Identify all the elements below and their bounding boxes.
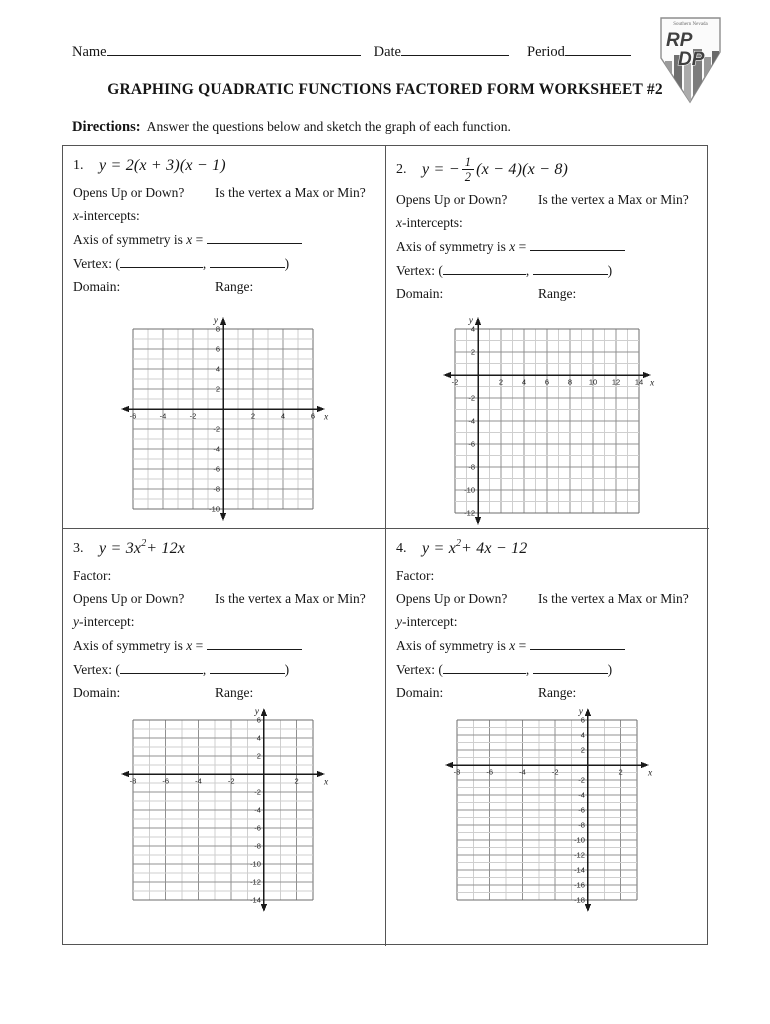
svg-text:-8: -8: [467, 462, 475, 472]
svg-text:-12: -12: [250, 877, 261, 887]
directions-label: Directions:: [72, 119, 141, 135]
svg-text:-8: -8: [577, 820, 585, 830]
problem-1-cell: [63, 146, 386, 529]
vertex-comma: ,: [202, 662, 207, 677]
problem-3-equation: [73, 538, 377, 560]
svg-text:-10: -10: [463, 485, 475, 495]
domain-label: Domain:: [396, 286, 444, 301]
problems-table: [62, 145, 708, 945]
range-label: Range:: [215, 279, 254, 294]
logo-letters-rp: RP: [666, 30, 693, 51]
problem-4-cell: [386, 529, 709, 946]
svg-text:6: 6: [580, 715, 585, 725]
svg-text:-6: -6: [129, 411, 137, 421]
svg-text:10: 10: [588, 377, 597, 387]
svg-text:-4: -4: [577, 790, 585, 800]
vertex-comma: ,: [525, 662, 530, 677]
factor-label: Factor:: [396, 568, 435, 583]
maxmin-question: Is the vertex a Max or Min?: [538, 192, 689, 207]
svg-text:2: 2: [294, 776, 299, 786]
equation-base: y = x: [422, 540, 456, 557]
equation-exponent: 2: [456, 537, 461, 549]
svg-text:8: 8: [567, 377, 572, 387]
opens-question: Opens Up or Down?: [73, 185, 185, 200]
equation-fraction: [462, 155, 474, 184]
axis-blank[interactable]: [530, 237, 625, 251]
svg-text:-10: -10: [209, 504, 220, 514]
svg-text:2: 2: [580, 745, 585, 755]
domain-label: Domain:: [73, 279, 121, 294]
svg-text:-14: -14: [250, 895, 261, 905]
svg-text:y: y: [578, 707, 583, 717]
svg-text:x: x: [324, 777, 329, 788]
svg-text:6: 6: [544, 377, 549, 387]
rpdp-nevada-logo: [659, 15, 723, 105]
svg-text:2: 2: [618, 767, 623, 777]
axis-variable: x: [509, 638, 516, 653]
svg-text:y: y: [468, 316, 473, 326]
svg-text:-6: -6: [162, 776, 170, 786]
vertex-comma: ,: [525, 263, 530, 278]
svg-text:y: y: [254, 707, 259, 717]
graph-grid-2[interactable]: [396, 313, 701, 529]
problem-2-cell: [386, 146, 709, 529]
svg-text:-2: -2: [551, 767, 559, 777]
svg-text:-2: -2: [213, 424, 220, 434]
page-title: GRAPHING QUADRATIC FUNCTIONS FACTORED FORM WORKSHEET #2: [107, 81, 663, 98]
intercept-label: -intercept:: [79, 614, 135, 629]
domain-range-line: [73, 684, 377, 701]
period-label: Period: [527, 44, 565, 60]
opens-maxmin-line: [396, 191, 701, 208]
factor-line: [73, 567, 377, 584]
svg-text:-2: -2: [467, 393, 475, 403]
svg-text:6: 6: [310, 411, 316, 421]
vertex-y-blank[interactable]: [533, 660, 608, 674]
vertex-x-blank[interactable]: [120, 254, 203, 268]
problem-1-text: [73, 155, 377, 313]
vertex-close: ): [607, 263, 613, 278]
name-blank[interactable]: [107, 42, 361, 56]
intercept-variable: y: [73, 614, 79, 629]
opens-question: Opens Up or Down?: [73, 591, 185, 606]
axis-blank[interactable]: [207, 230, 302, 244]
svg-text:2: 2: [250, 411, 256, 421]
svg-text:-6: -6: [485, 767, 493, 777]
svg-text:-18: -18: [573, 895, 585, 905]
axis-blank[interactable]: [530, 636, 625, 650]
svg-text:x: x: [647, 768, 652, 779]
vertex-close: ): [607, 662, 613, 677]
vertex-x-blank[interactable]: [120, 660, 203, 674]
vertex-close: ): [284, 662, 290, 677]
problem-3-cell: [63, 529, 386, 946]
svg-text:-4: -4: [159, 411, 167, 421]
vertex-line: [396, 261, 701, 279]
svg-text:-6: -6: [577, 805, 585, 815]
problem-4-equation: [396, 538, 701, 560]
svg-text:4: 4: [580, 730, 585, 740]
intercept-variable: y: [396, 614, 402, 629]
vertex-y-blank[interactable]: [210, 254, 285, 268]
domain-range-line: [396, 285, 701, 302]
svg-text:-6: -6: [213, 464, 220, 474]
vertex-label: Vertex: (: [396, 662, 443, 677]
svg-text:8: 8: [215, 324, 220, 334]
svg-text:y: y: [213, 316, 218, 326]
svg-text:-4: -4: [213, 444, 220, 454]
maxmin-question: Is the vertex a Max or Min?: [215, 591, 366, 606]
intercept-label: -intercepts:: [79, 208, 140, 223]
vertex-line: [73, 254, 377, 272]
svg-text:-8: -8: [213, 484, 220, 494]
domain-range-line: [73, 278, 377, 295]
problem-1-equation: [73, 155, 377, 177]
problem-3-text: [73, 538, 377, 704]
axis-equals: =: [192, 638, 207, 653]
logo-region-text: Southern Nevada: [673, 22, 708, 27]
maxmin-question: Is the vertex a Max or Min?: [215, 185, 366, 200]
vertex-close: ): [284, 256, 290, 271]
directions-text: Answer the questions below and sketch the graph of each function.: [146, 119, 511, 134]
svg-text:-16: -16: [573, 880, 585, 890]
vertex-y-blank[interactable]: [210, 660, 285, 674]
axis-of-symmetry-line: [73, 636, 377, 654]
problem-number: 3.: [73, 541, 84, 556]
svg-text:2: 2: [256, 751, 261, 761]
intercept-variable: x: [396, 215, 402, 230]
opens-question: Opens Up or Down?: [396, 192, 508, 207]
axis-blank[interactable]: [207, 636, 302, 650]
header-fill-in-row: [72, 42, 672, 61]
svg-text:-10: -10: [250, 859, 261, 869]
opens-maxmin-line: [73, 590, 377, 607]
svg-text:x: x: [324, 412, 329, 423]
equation-text: y = 2(x + 3)(x − 1): [99, 157, 226, 174]
intercept-label: -intercept:: [402, 614, 458, 629]
svg-text:-2: -2: [254, 787, 261, 797]
intercept-line: [396, 613, 701, 630]
svg-text:-8: -8: [129, 776, 137, 786]
problem-number: 2.: [396, 161, 407, 177]
maxmin-question: Is the vertex a Max or Min?: [538, 591, 689, 606]
range-label: Range:: [215, 685, 254, 700]
svg-text:-4: -4: [467, 416, 475, 426]
svg-text:6: 6: [215, 344, 220, 354]
axis-equals: =: [515, 239, 530, 254]
date-label: Date: [373, 44, 401, 60]
problem-4-text: [396, 538, 701, 704]
axis-equals: =: [192, 232, 207, 247]
fraction-denominator: 2: [464, 170, 472, 184]
equation-exponent: 2: [141, 537, 147, 549]
svg-text:2: 2: [470, 347, 475, 357]
svg-text:-2: -2: [577, 775, 585, 785]
axis-variable: x: [509, 239, 516, 254]
domain-label: Domain:: [396, 685, 444, 700]
equation-suffix: (x − 4)(x − 8): [476, 160, 569, 178]
graph-grid-4[interactable]: [396, 704, 701, 919]
problem-2-text: [396, 155, 701, 313]
svg-text:12: 12: [611, 377, 620, 387]
svg-text:-2: -2: [227, 776, 235, 786]
axis-label: Axis of symmetry is: [73, 638, 187, 653]
axis-label: Axis of symmetry is: [396, 638, 510, 653]
svg-text:6: 6: [256, 715, 261, 725]
svg-text:-8: -8: [453, 767, 460, 777]
graph-grid-1[interactable]: [73, 313, 377, 528]
fraction-numerator: 1: [462, 155, 474, 170]
vertex-y-blank[interactable]: [533, 261, 608, 275]
svg-text:-4: -4: [254, 805, 261, 815]
axis-of-symmetry-line: [396, 237, 701, 255]
range-label: Range:: [538, 685, 577, 700]
axis-label: Axis of symmetry is: [73, 232, 187, 247]
svg-text:2: 2: [498, 377, 503, 387]
directions-line: [72, 119, 511, 136]
opens-maxmin-line: [396, 590, 701, 607]
svg-text:4: 4: [521, 377, 526, 387]
vertex-line: [396, 660, 701, 678]
svg-text:-4: -4: [195, 776, 202, 786]
svg-text:-4: -4: [518, 767, 526, 777]
svg-text:4: 4: [470, 324, 475, 334]
problem-2-equation: [396, 155, 701, 184]
svg-text:4: 4: [256, 733, 261, 743]
svg-text:2: 2: [215, 384, 220, 394]
date-blank[interactable]: [401, 42, 509, 56]
svg-text:-6: -6: [254, 823, 261, 833]
svg-text:-2: -2: [189, 411, 197, 421]
equation-suffix: + 12x: [146, 540, 186, 557]
range-label: Range:: [538, 286, 577, 301]
svg-text:4: 4: [215, 364, 220, 374]
equation-prefix: y = −: [422, 160, 460, 178]
intercepts-line: [73, 207, 377, 224]
logo-letters-dp: DP: [678, 49, 705, 70]
vertex-label: Vertex: (: [396, 263, 443, 278]
vertex-line: [73, 660, 377, 678]
domain-range-line: [396, 684, 701, 701]
equation-suffix: + 4x − 12: [461, 540, 528, 557]
equation-base: y = 3x: [99, 540, 142, 557]
name-label: Name: [72, 44, 107, 60]
axis-equals: =: [515, 638, 530, 653]
svg-text:-10: -10: [573, 835, 585, 845]
svg-text:-14: -14: [573, 865, 585, 875]
axis-variable: x: [186, 232, 193, 247]
opens-maxmin-line: [73, 184, 377, 201]
vertex-x-blank[interactable]: [443, 660, 526, 674]
svg-text:x: x: [649, 378, 654, 389]
axis-label: Axis of symmetry is: [396, 239, 510, 254]
axis-of-symmetry-line: [73, 230, 377, 248]
intercept-label: -intercepts:: [402, 215, 463, 230]
svg-text:14: 14: [634, 377, 643, 387]
axis-variable: x: [186, 638, 193, 653]
svg-text:-6: -6: [467, 439, 475, 449]
vertex-comma: ,: [202, 256, 207, 271]
opens-question: Opens Up or Down?: [396, 591, 508, 606]
vertex-x-blank[interactable]: [443, 261, 526, 275]
svg-text:-8: -8: [254, 841, 261, 851]
intercepts-line: [396, 214, 701, 231]
period-blank[interactable]: [565, 42, 631, 56]
svg-text:-12: -12: [573, 850, 585, 860]
factor-line: [396, 567, 701, 584]
axis-of-symmetry-line: [396, 636, 701, 654]
svg-text:-2: -2: [451, 377, 458, 387]
problem-number: 1.: [73, 158, 84, 173]
domain-label: Domain:: [73, 685, 121, 700]
factor-label: Factor:: [73, 568, 112, 583]
intercept-variable: x: [73, 208, 79, 223]
problem-number: 4.: [396, 541, 407, 556]
vertex-label: Vertex: (: [73, 662, 120, 677]
graph-grid-3[interactable]: [73, 704, 377, 919]
intercept-line: [73, 613, 377, 630]
svg-text:4: 4: [280, 411, 286, 421]
vertex-label: Vertex: (: [73, 256, 120, 271]
svg-text:-12: -12: [463, 508, 475, 518]
